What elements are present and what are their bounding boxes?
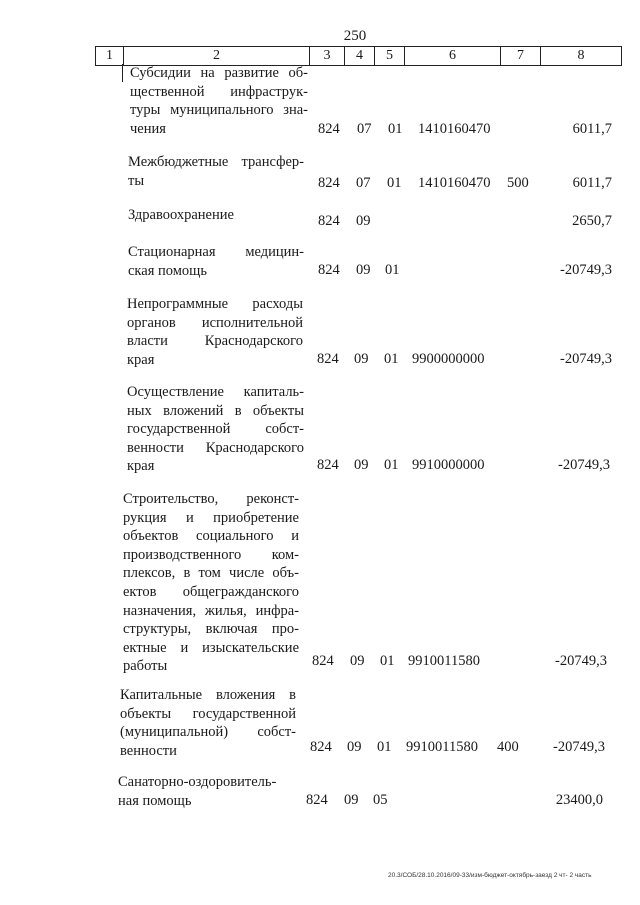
footer-note: 20.3/СОБ/28.10.2016/09-33/изм-бюджет-октябрь-заезд 2 чт- 2 часть: [388, 872, 592, 879]
header-col-3: 3: [310, 47, 345, 65]
row-name-line: структуры, включая про-: [123, 621, 299, 638]
cell-col-4: 09: [350, 653, 365, 669]
cell-col-4: 09: [347, 739, 362, 755]
row-name-line: (муниципальной) собст-: [120, 724, 296, 741]
row-name-line: плексов, в том числе объ-: [123, 565, 299, 582]
cell-col-5: 01: [380, 653, 395, 669]
cell-col-5: 01: [384, 457, 399, 473]
row-name-line: Непрограммные расходы: [127, 296, 303, 312]
header-col-4: 4: [345, 47, 375, 65]
cell-col-5: 01: [385, 262, 400, 278]
row-name-line: ты: [128, 172, 145, 189]
row-name: [130, 64, 308, 138]
cell-col-6: 9910011580: [406, 739, 478, 755]
cell-col-5: 01: [387, 175, 402, 191]
cell-col-8: 2650,7: [572, 213, 612, 229]
cell-col-3: 824: [306, 792, 328, 808]
cell-col-6: 9900000000: [412, 351, 485, 367]
cell-col-3: 824: [318, 213, 340, 229]
row-name-line: края: [127, 458, 155, 475]
row-name-line: Капитальные вложения в: [120, 687, 296, 703]
table-header: [95, 46, 622, 66]
header-col-8: 8: [541, 47, 622, 65]
row-name-line: ская помощь: [128, 262, 207, 279]
cell-col-4: 09: [344, 792, 359, 808]
cell-col-4: 07: [356, 175, 371, 191]
row-name-line: Межбюджетные трансфер-: [128, 154, 304, 170]
row-name-line: назначения, жилья, инфра-: [123, 602, 299, 619]
cell-col-3: 824: [317, 351, 339, 367]
cell-col-4: 09: [356, 262, 371, 278]
cell-col-6: 1410160470: [418, 175, 491, 191]
header-col-7: 7: [501, 47, 541, 65]
cell-col-7: 500: [507, 175, 529, 191]
row-name-line: туры муниципального зна-: [130, 102, 308, 119]
row-name-line: Субсидии на развитие об-: [130, 65, 308, 81]
cell-col-8: -20749,3: [558, 457, 610, 473]
cell-col-5: 05: [373, 792, 388, 808]
header-col-5: 5: [375, 47, 405, 65]
row-name-line: Санаторно-оздоровитель-: [118, 774, 277, 790]
row-name: [120, 686, 296, 760]
cell-col-8: -20749,3: [553, 739, 605, 755]
cell-col-5: 01: [384, 351, 399, 367]
cell-col-4: 09: [354, 457, 369, 473]
row-name-line: края: [127, 351, 155, 368]
cell-col-6: 9910011580: [408, 653, 480, 669]
cell-col-7: 400: [497, 739, 519, 755]
cell-col-3: 824: [318, 262, 340, 278]
cell-col-8: -20749,3: [560, 262, 612, 278]
row-name: [127, 383, 304, 476]
row-name-line: ных вложений в объекты: [127, 402, 304, 419]
cell-col-3: 824: [318, 175, 340, 191]
row-name-line: Строительство, реконст-: [123, 491, 299, 507]
cell-col-3: 824: [317, 457, 339, 473]
row-name-line: венности: [120, 742, 177, 759]
row-name-line: объектов социального и: [123, 528, 299, 545]
row-name-line: рукция и приобретение: [123, 509, 299, 526]
row-name: [123, 490, 299, 676]
row-name-line: власти Краснодарского: [127, 333, 303, 350]
row-name-line: ектные и изыскательские: [123, 639, 299, 656]
cell-col-4: 09: [356, 213, 371, 229]
row-name-line: Стационарная медицин-: [128, 244, 304, 260]
cell-col-6: 9910000000: [412, 457, 485, 473]
row-name-line: чения: [130, 120, 166, 137]
cell-col-4: 07: [357, 121, 372, 137]
cell-col-8: -20749,3: [555, 653, 607, 669]
row-name: [128, 243, 304, 280]
cell-col-5: 01: [388, 121, 403, 137]
header-col-2: 2: [124, 47, 310, 65]
row-name-line: щественной инфраструк-: [130, 83, 308, 100]
cell-col-8: 23400,0: [555, 792, 603, 808]
cell-col-6: 1410160470: [418, 121, 491, 137]
row-name-line: Осуществление капиталь-: [127, 384, 304, 400]
row-name: [128, 153, 304, 190]
row-name: [128, 206, 304, 225]
header-col-1: 1: [96, 47, 124, 65]
cell-col-5: 01: [377, 739, 392, 755]
row-name: [118, 773, 294, 810]
row-name-line: органов исполнительной: [127, 314, 303, 331]
row-name-line: венности Краснодарского: [127, 439, 304, 456]
row-name-line: объекты государственной: [120, 705, 296, 722]
cell-col-8: 6011,7: [572, 175, 612, 191]
cell-col-3: 824: [310, 739, 332, 755]
cell-col-3: 824: [312, 653, 334, 669]
row-name-line: ная помощь: [118, 792, 192, 809]
row-name: [127, 295, 303, 369]
row-name-line: производственного ком-: [123, 546, 299, 563]
header-col-6: 6: [405, 47, 501, 65]
cell-col-3: 824: [318, 121, 340, 137]
cell-col-8: 6011,7: [572, 121, 612, 137]
row-name-line: Здравоохранение: [128, 207, 234, 223]
row-name-line: работы: [123, 658, 168, 675]
row-name-line: ектов общегражданского: [123, 583, 299, 600]
page-number: 250: [343, 28, 367, 44]
column-rule: [122, 64, 123, 82]
cell-col-8: -20749,3: [560, 351, 612, 367]
cell-col-4: 09: [354, 351, 369, 367]
row-name-line: государственной собст-: [127, 421, 304, 438]
